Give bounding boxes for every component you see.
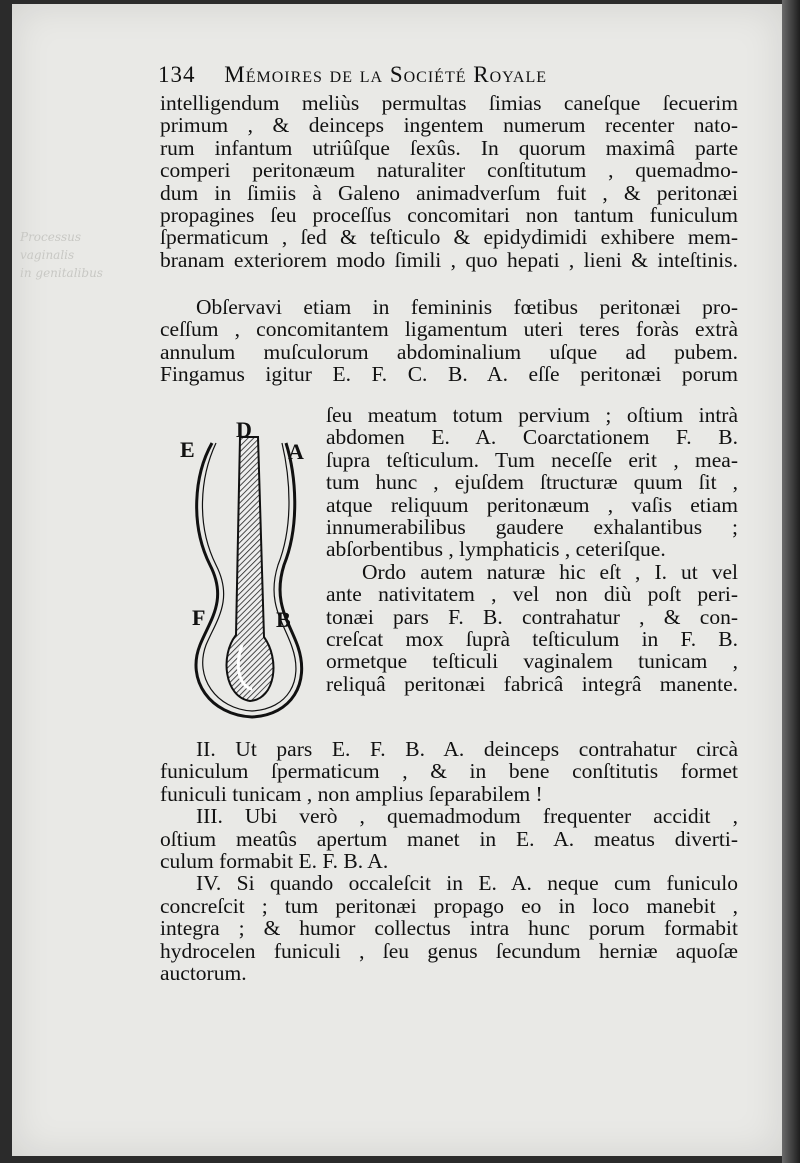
text-line: IV. Si quando occaleſcit in E. A. neque cum funiculo [196,871,738,896]
text-line: ormetque teſticuli vaginalem tunicam , [326,649,738,674]
text-line: funiculi tunicam , non amplius ſeparabilem ! [160,781,543,806]
text-line: propagines ſeu proceſſus concomitari non tantum funiculum [160,203,738,228]
text-line: comperi peritonæum naturaliter conſtitutum , quemadmo- [160,158,738,183]
text-line: integra ; & humor collectus intra hunc porum formabit [160,916,738,941]
text-line: Ordo autem naturæ hic eſt , I. ut vel [362,559,738,584]
text-line: II. Ut pars E. F. B. A. deinceps contrahatur circà [196,737,738,761]
text-line: primum , & deinceps ingentem numerum recenter nato- [160,113,738,138]
figure-label-f: F [192,605,206,630]
margin-note-line: Processus vaginalis [20,230,82,262]
text-line: tonæi pars F. B. contrahatur , & con- [326,604,738,629]
text-line: funiculum ſpermaticum , & in bene conſtitutis formet [160,759,738,784]
text-line: innumerabilibus gaudere exhalantibus ; [326,515,738,540]
text-line: culum formabit E. F. B. A. [160,849,389,874]
page-edge-shadow [782,0,800,1163]
figure-label-e: E [180,437,195,462]
text-line: reliquâ peritonæi fabricâ integrâ manente. [326,671,738,696]
paragraph-3 [326,404,738,695]
text-line: abſorbentibus , lymphaticis , ceteriſque. [326,537,666,562]
text-line: annulum muſculorum abdominalium uſque ad pubem. [160,339,738,364]
anatomical-figure [180,415,320,735]
text-line: ſpermaticum , ſed & teſticulo & epidydimidi exhibere mem- [160,225,738,250]
figure-label-a: A [288,439,304,464]
text-line: branam exteriorem modo ſimili , quo hepati , lieni & inteſtinis. [160,247,738,272]
margin-note-bleedthrough [20,228,130,282]
running-header [158,62,718,88]
figure-label-b: B [276,607,291,632]
running-title: Mémoires de la Société Royale [224,62,548,87]
text-line: abdomen E. A. Coarctationem F. B. [326,425,738,450]
figure-label-d: D [236,417,252,442]
page-number: 134 [158,62,196,87]
text-line: atque reliquum peritonæum , vaſis etiam [326,492,738,517]
text-line: Fingamus igitur E. F. C. B. A. eſſe peritonæi porum [160,362,738,387]
paragraph-1 [160,92,738,271]
text-line: III. Ubi verò , quemadmodum frequenter accidit , [196,804,738,829]
text-line: rum infantum utriûſque ſexûs. In quorum maximâ parte [160,135,738,160]
text-line: concreſcit ; tum peritonæi propago eo in loco manebit , [160,893,738,918]
paragraph-2 [160,296,738,386]
text-line: ſupra teſticulum. Tum neceſſe erit , mea- [326,447,738,472]
paragraph-4 [160,738,738,984]
text-line: dum in ſimiis à Galeno animadverſum fuit , & peritonæi [160,180,738,205]
text-line: intelligendum meliùs permultas ſimias caneſque ſecuerim [160,91,738,115]
text-line: oſtium meatûs apertum manet in E. A. meatus diverti- [160,826,738,851]
text-line: ante nativitatem , vel non diù poſt peri- [326,582,738,607]
text-line: creſcat mox ſuprà teſticulum in F. B. [326,627,738,652]
text-line: auctorum. [160,961,247,986]
text-line: tum hunc , ejuſdem ſtructuræ quum ſit , [326,470,738,495]
text-line: hydrocelen funiculi , ſeu genus ſecundum herniæ aquoſæ [160,938,738,963]
text-line: ceſſum , concomitantem ligamentum uteri teres foràs extrà [160,317,738,342]
text-line: Obſervavi etiam in femininis fœtibus peritonæi pro- [196,295,738,319]
text-line: ſeu meatum totum pervium ; oſtium intrà [326,403,738,427]
margin-note-line: in genitalibus [20,266,103,280]
